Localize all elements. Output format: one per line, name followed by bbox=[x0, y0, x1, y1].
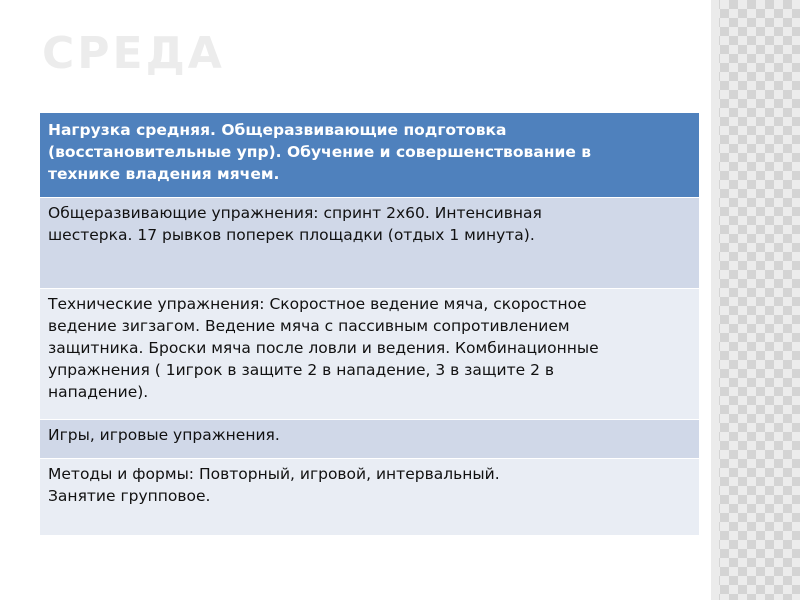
cell-line: упражнения ( 1игрок в защите 2 в нападение, 3 в защите 2 в bbox=[48, 361, 555, 379]
table-cell-games bbox=[40, 420, 699, 459]
table-row bbox=[40, 289, 699, 420]
table-row bbox=[40, 198, 699, 289]
slide-title: СРЕДА bbox=[42, 28, 225, 79]
decorative-side-band bbox=[711, 0, 800, 600]
table-cell-methods bbox=[40, 459, 699, 536]
table-row bbox=[40, 459, 699, 536]
cell-line: Занятие групповое. bbox=[48, 487, 211, 505]
header-line: (восстановительные упр). Обучение и совершенствование в bbox=[48, 143, 592, 161]
table-row bbox=[40, 420, 699, 459]
header-line: Нагрузка средняя. Общеразвивающие подготовка bbox=[48, 121, 507, 139]
cell-line: шестерка. 17 рывков поперек площадки (отдых 1 минута). bbox=[48, 226, 535, 244]
cell-line: защитника. Броски мяча после ловли и ведения. Комбинационные bbox=[48, 339, 599, 357]
cell-line: Технические упражнения: Скоростное ведение мяча, скоростное bbox=[48, 295, 587, 313]
header-line: технике владения мячем. bbox=[48, 165, 280, 183]
table-header-cell bbox=[40, 113, 699, 198]
cell-line: ведение зигзагом. Ведение мяча с пассивным сопротивлением bbox=[48, 317, 570, 335]
table-cell-technical-exercises bbox=[40, 289, 699, 420]
cell-line: Методы и формы: Повторный, игровой, интервальный. bbox=[48, 465, 500, 483]
cell-line: нападение). bbox=[48, 383, 149, 401]
cell-line: Общеразвивающие упражнения: спринт 2х60. Интенсивная bbox=[48, 204, 542, 222]
table-cell-general-exercises bbox=[40, 198, 699, 289]
schedule-table bbox=[40, 113, 699, 536]
table-header-row bbox=[40, 113, 699, 198]
cell-line: Игры, игровые упражнения. bbox=[48, 426, 280, 444]
